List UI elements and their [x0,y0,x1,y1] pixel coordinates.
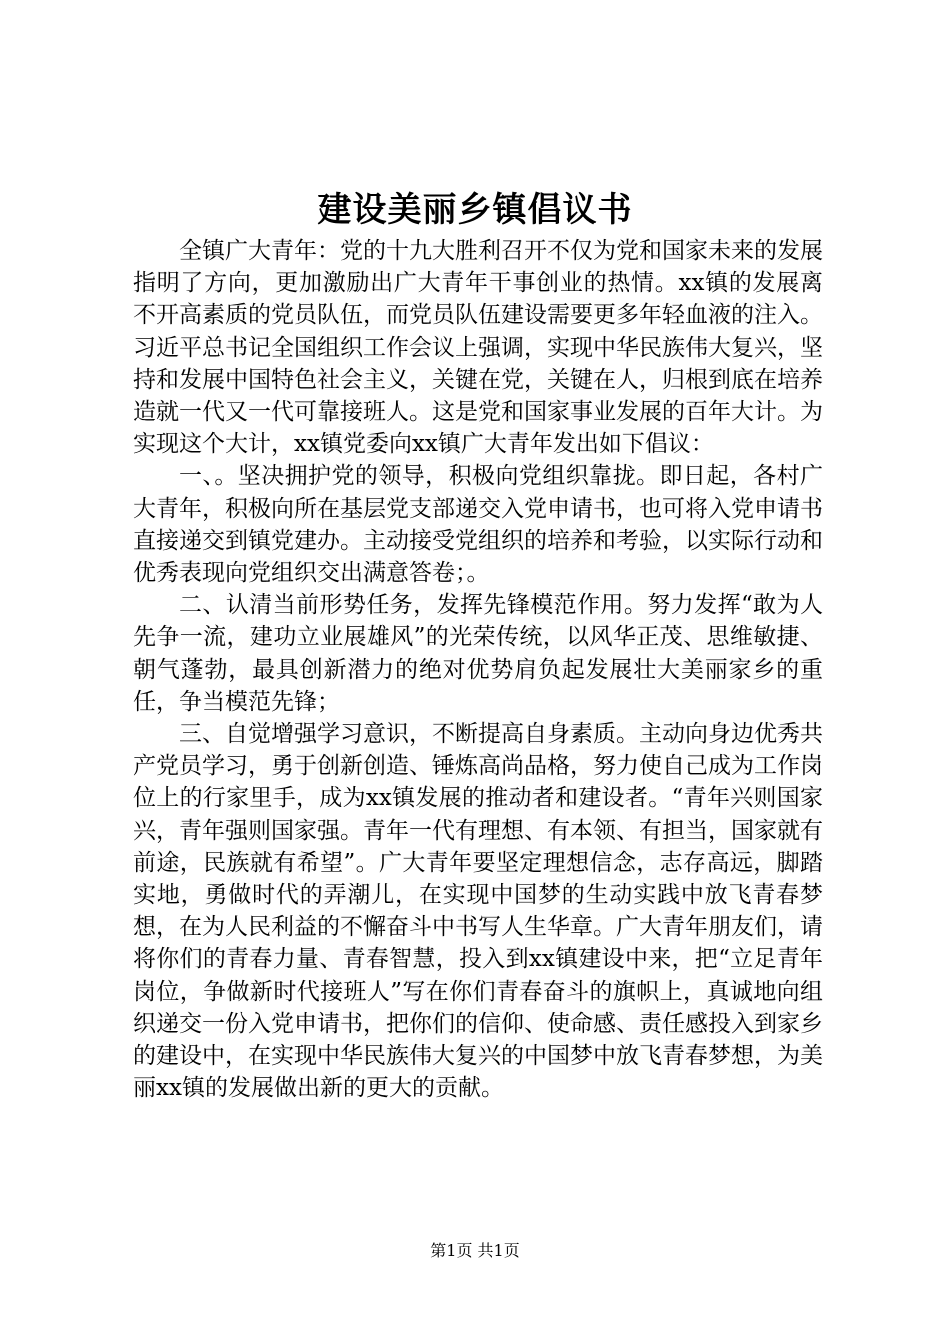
paragraph-item-1: 一、。坚决拥护党的领导，积极向党组织靠拢。即日起，各村广大青年，积极向所在基层党支部递交入党申请书，也可将入党申请书直接递交到镇党建办。主动接受党组织的培养和考验，以实际行动和优秀表现向党组织交出满意答卷；。 [133,463,823,587]
document-body [133,235,823,1104]
document-title: 建设美丽乡镇倡议书 [317,190,633,230]
page-footer: 第1页 共1页 [430,1241,520,1260]
paragraph-item-3: 三、自觉增强学习意识，不断提高自身素质。主动向身边优秀共产党员学习，勇于创新创造、锤炼高尚品格，努力使自己成为工作岗位上的行家里手，成为xx镇发展的推动者和建设者。“青年兴则国家兴，青年强则国家强。青年一代有理想、有本领、有担当，国家就有前途，民族就有希望”。广大青年要坚定理想信念，志存高远，脚踏实地，勇做时代的弄潮儿，在实现中国梦的生动实践中放飞青春梦想，在为人民利益的不懈奋斗中书写人生华章。广大青年朋友们，请将你们的青春力量、青春智慧，投入到xx镇建设中来，把“立足青年岗位，争做新时代接班人”写在你们青春奋斗的旗帜上，真诚地向组织递交一份入党申请书，把你们的信仰、使命感、责任感投入到家乡的建设中，在实现中华民族伟大复兴的中国梦中放飞青春梦想，为美丽xx镇的发展做出新的更大的贡献。 [133,721,823,1102]
paragraph-intro: 全镇广大青年：党的十九大胜利召开不仅为党和国家未来的发展指明了方向，更加激励出广大青年干事创业的热情。xx镇的发展离不开高素质的党员队伍，而党员队伍建设需要更多年轻血液的注入。习近平总书记全国组织工作会议上强调，实现中华民族伟大复兴，坚持和发展中国特色社会主义，关键在党，关键在人，归根到底在培养造就一代又一代可靠接班人。这是党和国家事业发展的百年大计。为实现这个大计，xx镇党委向xx镇广大青年发出如下倡议： [133,238,823,458]
paragraph-item-2: 二、认清当前形势任务，发挥先锋模范作用。努力发挥“敢为人先争一流，建功立业展雄风”的光荣传统，以风华正茂、思维敏捷、朝气蓬勃，最具创新潜力的绝对优势肩负起发展壮大美丽家乡的重任，争当模范先锋； [133,592,823,715]
